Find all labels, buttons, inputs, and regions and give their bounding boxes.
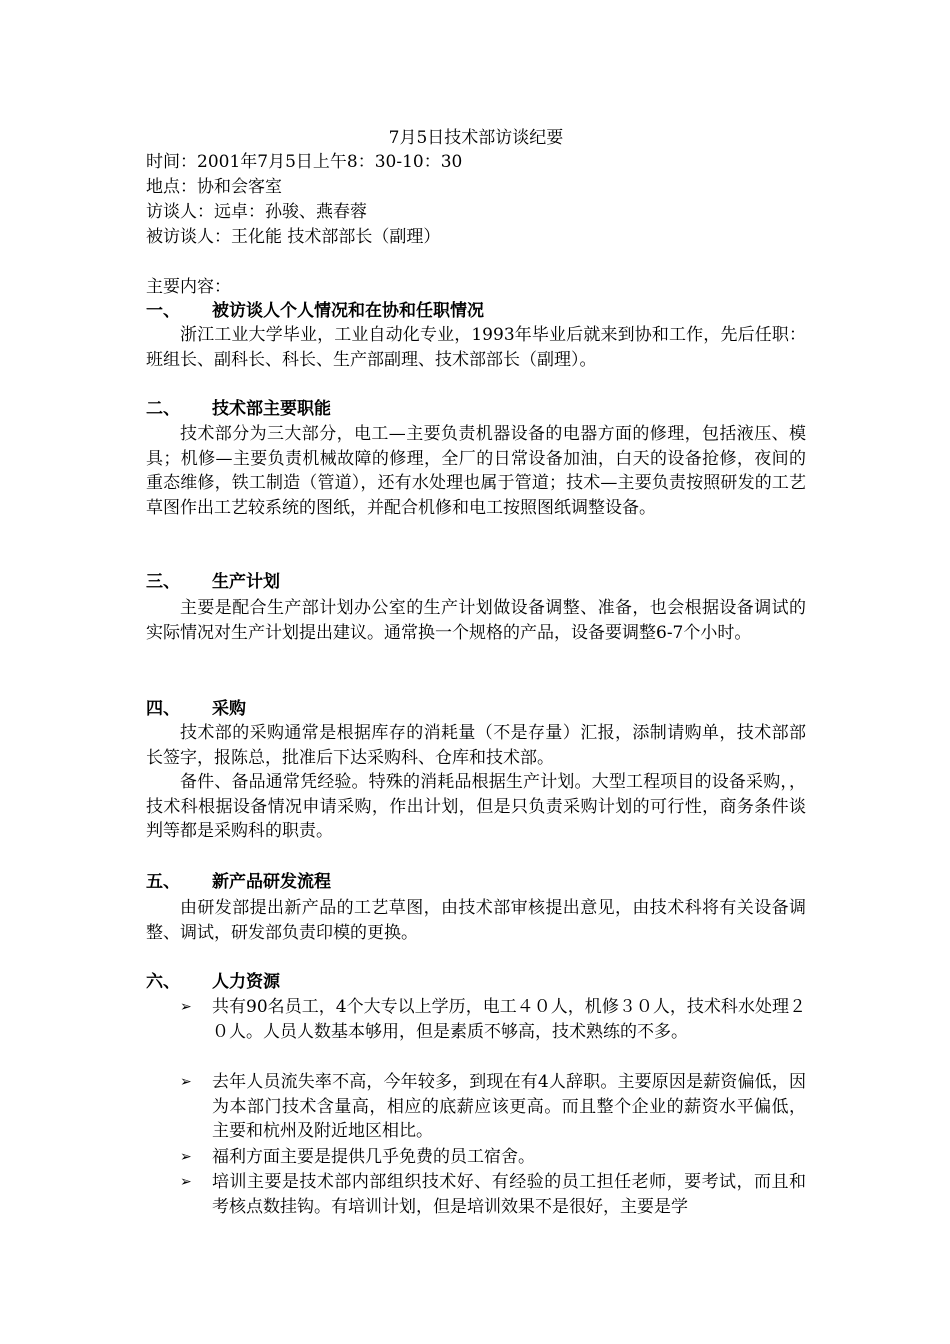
list-item-text: 共有90名员工，4个大专以上学历，电工４０人，机修３０人，技术科水处理２０人。人员人数基本够用，但是素质不够高，技术熟练的不多。 — [212, 997, 806, 1042]
interviewee: 被访谈人：王化能 技术部部长（副理） — [146, 227, 441, 247]
section-heading — [146, 870, 331, 894]
section-number: 一、 — [146, 301, 180, 321]
section-number: 四、 — [146, 699, 180, 719]
section-number: 六、 — [146, 972, 180, 992]
section-title: 技术部主要职能 — [212, 399, 331, 419]
section-number: 五、 — [146, 872, 180, 892]
section-paragraph: 主要是配合生产部计划办公室的生产计划做设备调整、准备，也会根据设备调试的实际情况对生产计划提出建议。通常换一个规格的产品，设备要调整6-7个小时。 — [146, 598, 806, 643]
section-title: 被访谈人个人情况和在协和任职情况 — [212, 301, 484, 321]
section-number: 三、 — [146, 572, 180, 592]
list-item — [180, 1145, 806, 1170]
section-heading — [146, 970, 280, 994]
section-title: 新产品研发流程 — [212, 872, 331, 892]
section-paragraph: 由研发部提出新产品的工艺草图，由技术部审核提出意见，由技术科将有关设备调整、调试，研发部负责印模的更换。 — [146, 898, 806, 943]
section-title: 生产计划 — [212, 572, 280, 592]
section-paragraph: 浙江工业大学毕业，工业自动化专业，1993年毕业后就来到协和工作，先后任职：班组长、副科长、科长、生产部副理、技术部部长（副理）。 — [146, 325, 806, 370]
arrow-bullet-icon: ➢ — [180, 999, 192, 1015]
section-number: 二、 — [146, 399, 180, 419]
arrow-bullet-icon: ➢ — [180, 1149, 192, 1165]
list-item — [180, 995, 806, 1044]
arrow-bullet-icon: ➢ — [180, 1174, 192, 1190]
list-item-text: 去年人员流失率不高，今年较多，到现在有4人辞职。主要原因是薪资偏低，因为本部门技术含量高，相应的底薪应该更高。而且整个企业的薪资水平偏低，主要和杭州及附近地区相比。 — [212, 1072, 806, 1141]
section-paragraph: 技术部的采购通常是根据库存的消耗量（不是存量）汇报，添制请购单，技术部部长签字，报陈总，批准后下达采购科、仓库和技术部。 — [146, 723, 806, 768]
meeting-time: 时间：2001年7月5日上午8：30-10：30 — [146, 152, 463, 172]
document-title: 7月5日技术部访谈纪要 — [388, 128, 564, 148]
section-heading — [146, 397, 331, 421]
section-title: 采购 — [212, 699, 246, 719]
interviewers: 访谈人：远卓：孙骏、燕春蓉 — [146, 202, 367, 222]
section-paragraph: 备件、备品通常凭经验。特殊的消耗品根据生产计划。大型工程项目的设备采购，，技术科根据设备情况申请采购，作出计划，但是只负责采购计划的可行性，商务条件谈判等都是采购科的职责。 — [146, 772, 806, 841]
list-item — [180, 1070, 806, 1144]
section-heading — [146, 570, 280, 594]
list-item-text: 福利方面主要是提供几乎免费的员工宿舍。 — [212, 1147, 535, 1167]
section-heading — [146, 697, 246, 721]
arrow-bullet-icon: ➢ — [180, 1074, 192, 1090]
main-content-label: 主要内容： — [146, 277, 231, 297]
section-title: 人力资源 — [212, 972, 280, 992]
list-item-text: 培训主要是技术部内部组织技术好、有经验的员工担任老师，要考试，而且和考核点数挂钩。有培训计划，但是培训效果不是很好，主要是学 — [212, 1172, 806, 1217]
section-paragraph: 技术部分为三大部分，电工—主要负责机器设备的电器方面的修理，包括液压、模具；机修—主要负责机械故障的修理，全厂的日常设备加油，白天的设备抢修，夜间的重态维修，铁工制造（管道），还有水处理也属于管道；技术—主要负责按照研发的工艺草图作出工艺较系统的图纸，并配合机修和电工按照图纸调整设备。 — [146, 424, 806, 518]
meeting-place: 地点：协和会客室 — [146, 177, 282, 197]
list-item — [180, 1170, 806, 1219]
section-heading — [146, 299, 484, 323]
